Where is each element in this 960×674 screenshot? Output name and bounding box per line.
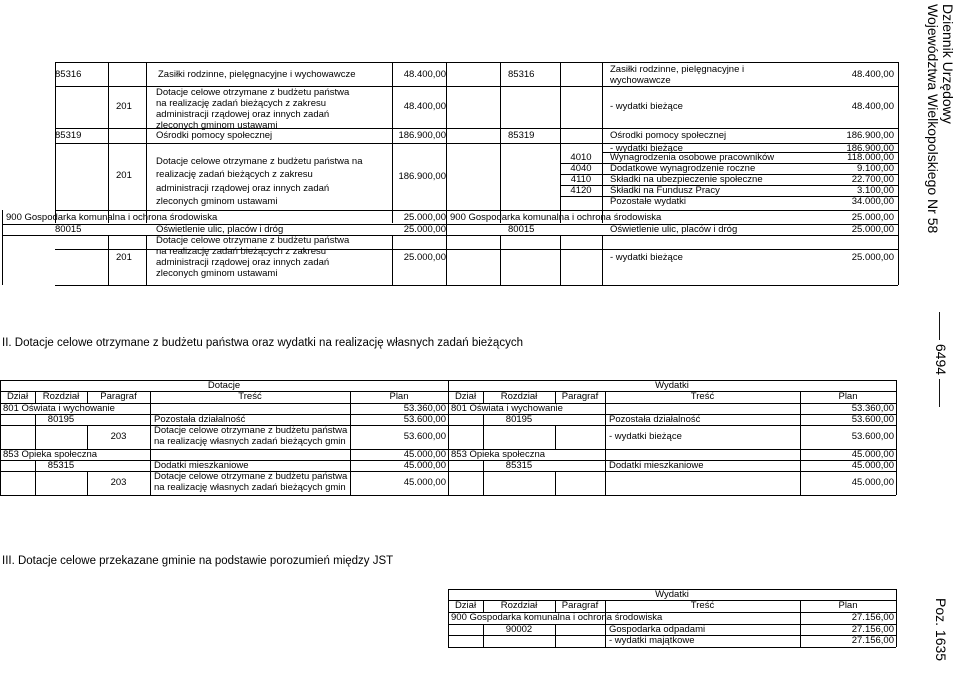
plan-cell: 9.100,00	[857, 163, 894, 174]
plan-cell: 53.600,00	[403, 414, 446, 425]
tresc-cell: Gospodarka odpadami	[609, 624, 706, 635]
paragraf-cell: 203	[110, 477, 127, 488]
plan-cell: 186.900,00	[846, 143, 894, 154]
paragraf-cell: 201	[116, 170, 132, 181]
tresc-cell: - wydatki bieżące	[609, 431, 682, 442]
col-header-tresc: Treść	[238, 391, 262, 402]
rozdzial-cell: 85319	[55, 130, 82, 141]
paragraf-cell: 4110	[570, 174, 592, 185]
tresc-cell: Ośrodki pomocy społecznej	[156, 130, 273, 141]
plan-cell: 27.156,00	[851, 624, 894, 635]
paragraf-cell: 4040	[570, 163, 592, 174]
tresc-cell: Dotacje celowe otrzymane z budżetu państwa na realizację własnych zadań bieżących gmin	[154, 471, 348, 493]
tresc-cell: Dodatki mieszkaniowe	[609, 460, 704, 471]
col-header-rozdzial: Rozdział	[500, 391, 538, 402]
plan-cell: 25.000,00	[403, 252, 446, 263]
page-number	[933, 312, 949, 407]
plan-cell: 186.900,00	[846, 130, 894, 141]
dzial-cell: 853 Opieka społeczna	[451, 449, 546, 460]
plan-cell: 45.000,00	[403, 449, 446, 460]
tresc-cell: Wynagrodzenia osobowe pracowników	[610, 152, 775, 163]
plan-cell: 53.360,00	[851, 403, 894, 414]
group-header-wydatki: Wydatki	[655, 589, 689, 600]
col-header-tresc: Treść	[690, 391, 715, 402]
tresc-cell: - wydatki majątkowe	[609, 635, 695, 646]
plan-cell: 25.000,00	[403, 212, 446, 223]
rozdzial-cell: 85316	[55, 69, 82, 80]
paragraf-cell: 203	[110, 431, 127, 442]
plan-cell: 22.700,00	[851, 174, 894, 185]
page-number-value: 6494	[933, 343, 949, 376]
tresc-cell: Dodatkowe wynagrodzenie roczne	[610, 163, 756, 174]
rozdzial-cell: 85315	[47, 460, 75, 471]
plan-cell: 45.000,00	[851, 477, 894, 488]
tresc-cell: Pozostała działalność	[154, 414, 246, 425]
plan-cell: 53.360,00	[403, 403, 446, 414]
col-header-dzial: Dział	[6, 391, 29, 402]
tresc-cell: - wydatki bieżące	[610, 252, 683, 263]
col-header-paragraf: Paragraf	[561, 391, 599, 402]
plan-cell: 25.000,00	[851, 252, 894, 263]
paragraf-cell: 201	[116, 101, 132, 112]
plan-cell: 45.000,00	[403, 460, 446, 471]
tresc-cell: Oświetlenie ulic, placów i dróg	[156, 224, 284, 235]
paragraf-cell: 4010	[570, 152, 592, 163]
section-heading: II. Dotacje celowe otrzymane z budżetu państwa oraz wydatki na realizację własnych zadań bieżących	[2, 337, 523, 349]
plan-cell: 45.000,00	[851, 449, 894, 460]
plan-cell: 53.600,00	[851, 431, 894, 442]
journal-title: Dziennik Urzędowy	[940, 4, 956, 124]
group-header-wydatki: Wydatki	[655, 380, 689, 391]
plan-cell: 34.000,00	[851, 196, 894, 207]
tresc-cell: Oświetlenie ulic, placów i dróg	[610, 224, 738, 235]
tresc-cell: Zasiłki rodzinne, pielęgnacyjne i wychowawcze	[610, 64, 745, 86]
plan-cell: 53.600,00	[851, 414, 894, 425]
plan-cell: 118.000,00	[847, 152, 894, 163]
plan-cell: 53.600,00	[403, 431, 446, 442]
plan-cell: 25.000,00	[851, 224, 894, 235]
tresc-cell: Zasiłki rodzinne, pielęgnacyjne i wychowawcze	[158, 69, 356, 80]
tresc-cell: Pozostałe wydatki	[610, 196, 687, 207]
tresc-cell: Dotacje celowe otrzymane z budżetu państwa na realizację zadań bieżących z zakresu administracji rządowej oraz innych zadań zleconych gminom ustawami	[156, 235, 350, 279]
plan-cell: 186.900,00	[398, 130, 446, 141]
col-header-dzial: Dział	[454, 391, 477, 402]
plan-cell: 3.100,00	[857, 185, 894, 196]
dzial-cell: 900 Gospodarka komunalna i ochrona środowiska	[451, 612, 663, 623]
col-header-rozdzial: Rozdział	[42, 391, 80, 402]
dzial-cell: 900 Gospodarka komunalna i ochrona środowiska	[450, 212, 662, 223]
plan-cell: 48.400,00	[403, 69, 446, 80]
plan-cell: 45.000,00	[851, 460, 894, 471]
page-number-rule-left: ——	[933, 312, 949, 340]
tresc-cell: Ośrodki pomocy społecznej	[610, 130, 727, 141]
rozdzial-cell: 80195	[47, 414, 75, 425]
tresc-cell: Pozostała działalność	[609, 414, 701, 425]
dzial-cell: 900 Gospodarka komunalna i ochrona środowiska	[6, 212, 218, 223]
tresc-cell: Dotacje celowe otrzymane z budżetu państwa na realizację zadań bieżących z zakresu administracji rządowej oraz innych zadań zleconych gminom ustawami	[156, 87, 350, 131]
rozdzial-cell: 90002	[505, 624, 533, 635]
col-header-plan: Plan	[838, 391, 858, 402]
tresc-cell: Dotacje celowe otrzymane z budżetu państwa na realizację własnych zadań bieżących gmin	[154, 425, 348, 447]
journal-subtitle: Województwa Wielkopolskiego Nr 58	[925, 4, 941, 234]
plan-cell: 45.000,00	[403, 477, 446, 488]
page-number-rule-right: ——	[933, 378, 949, 407]
col-header-paragraf: Paragraf	[561, 600, 599, 611]
col-header-rozdzial: Rozdział	[500, 600, 538, 611]
tresc-cell: Składki na Fundusz Pracy	[610, 185, 720, 196]
position-number: Poz. 1635	[933, 598, 949, 662]
col-header-plan: Plan	[838, 600, 858, 611]
plan-cell: 27.156,00	[851, 635, 894, 646]
dzial-cell: 801 Oświata i wychowanie	[3, 403, 115, 414]
tresc-cell: - wydatki bieżące	[610, 101, 683, 112]
paragraf-cell: 201	[116, 252, 132, 263]
dzial-cell: 801 Oświata i wychowanie	[451, 403, 563, 414]
col-header-tresc: Treść	[690, 600, 715, 611]
rozdzial-cell: 80015	[55, 224, 82, 235]
dzial-cell: 853 Opieka społeczna	[3, 449, 98, 460]
col-header-plan: Plan	[389, 391, 409, 402]
plan-cell: 25.000,00	[851, 212, 894, 223]
col-header-dzial: Dział	[454, 600, 477, 611]
paragraf-cell: 4120	[570, 185, 592, 196]
plan-cell: 27.156,00	[851, 612, 894, 623]
plan-cell: 186.900,00	[398, 171, 446, 182]
tresc-cell: Składki na ubezpieczenie społeczne	[610, 174, 763, 185]
plan-cell: 48.400,00	[851, 69, 894, 80]
group-header-dotacje: Dotacje	[207, 380, 241, 391]
section-heading: III. Dotacje celowe przekazane gminie na podstawie porozumień między JST	[2, 555, 394, 567]
col-header-paragraf: Paragraf	[100, 391, 137, 402]
tresc-cell: - wydatki bieżące	[610, 143, 683, 154]
plan-cell: 25.000,00	[403, 224, 446, 235]
tresc-cell: Dodatki mieszkaniowe	[154, 460, 249, 471]
rozdzial-cell: 85319	[508, 130, 535, 141]
tresc-cell: Dotacje celowe otrzymane z budżetu państwa na realizację zadań bieżących z zakresu administracji rządowej oraz innych zadań zleconych gminom ustawami	[156, 156, 363, 207]
rozdzial-cell: 85316	[508, 69, 535, 80]
rozdzial-cell: 80195	[505, 414, 533, 425]
plan-cell: 48.400,00	[851, 101, 894, 112]
rozdzial-cell: 85315	[505, 460, 533, 471]
plan-cell: 48.400,00	[403, 101, 446, 112]
rozdzial-cell: 80015	[508, 224, 535, 235]
